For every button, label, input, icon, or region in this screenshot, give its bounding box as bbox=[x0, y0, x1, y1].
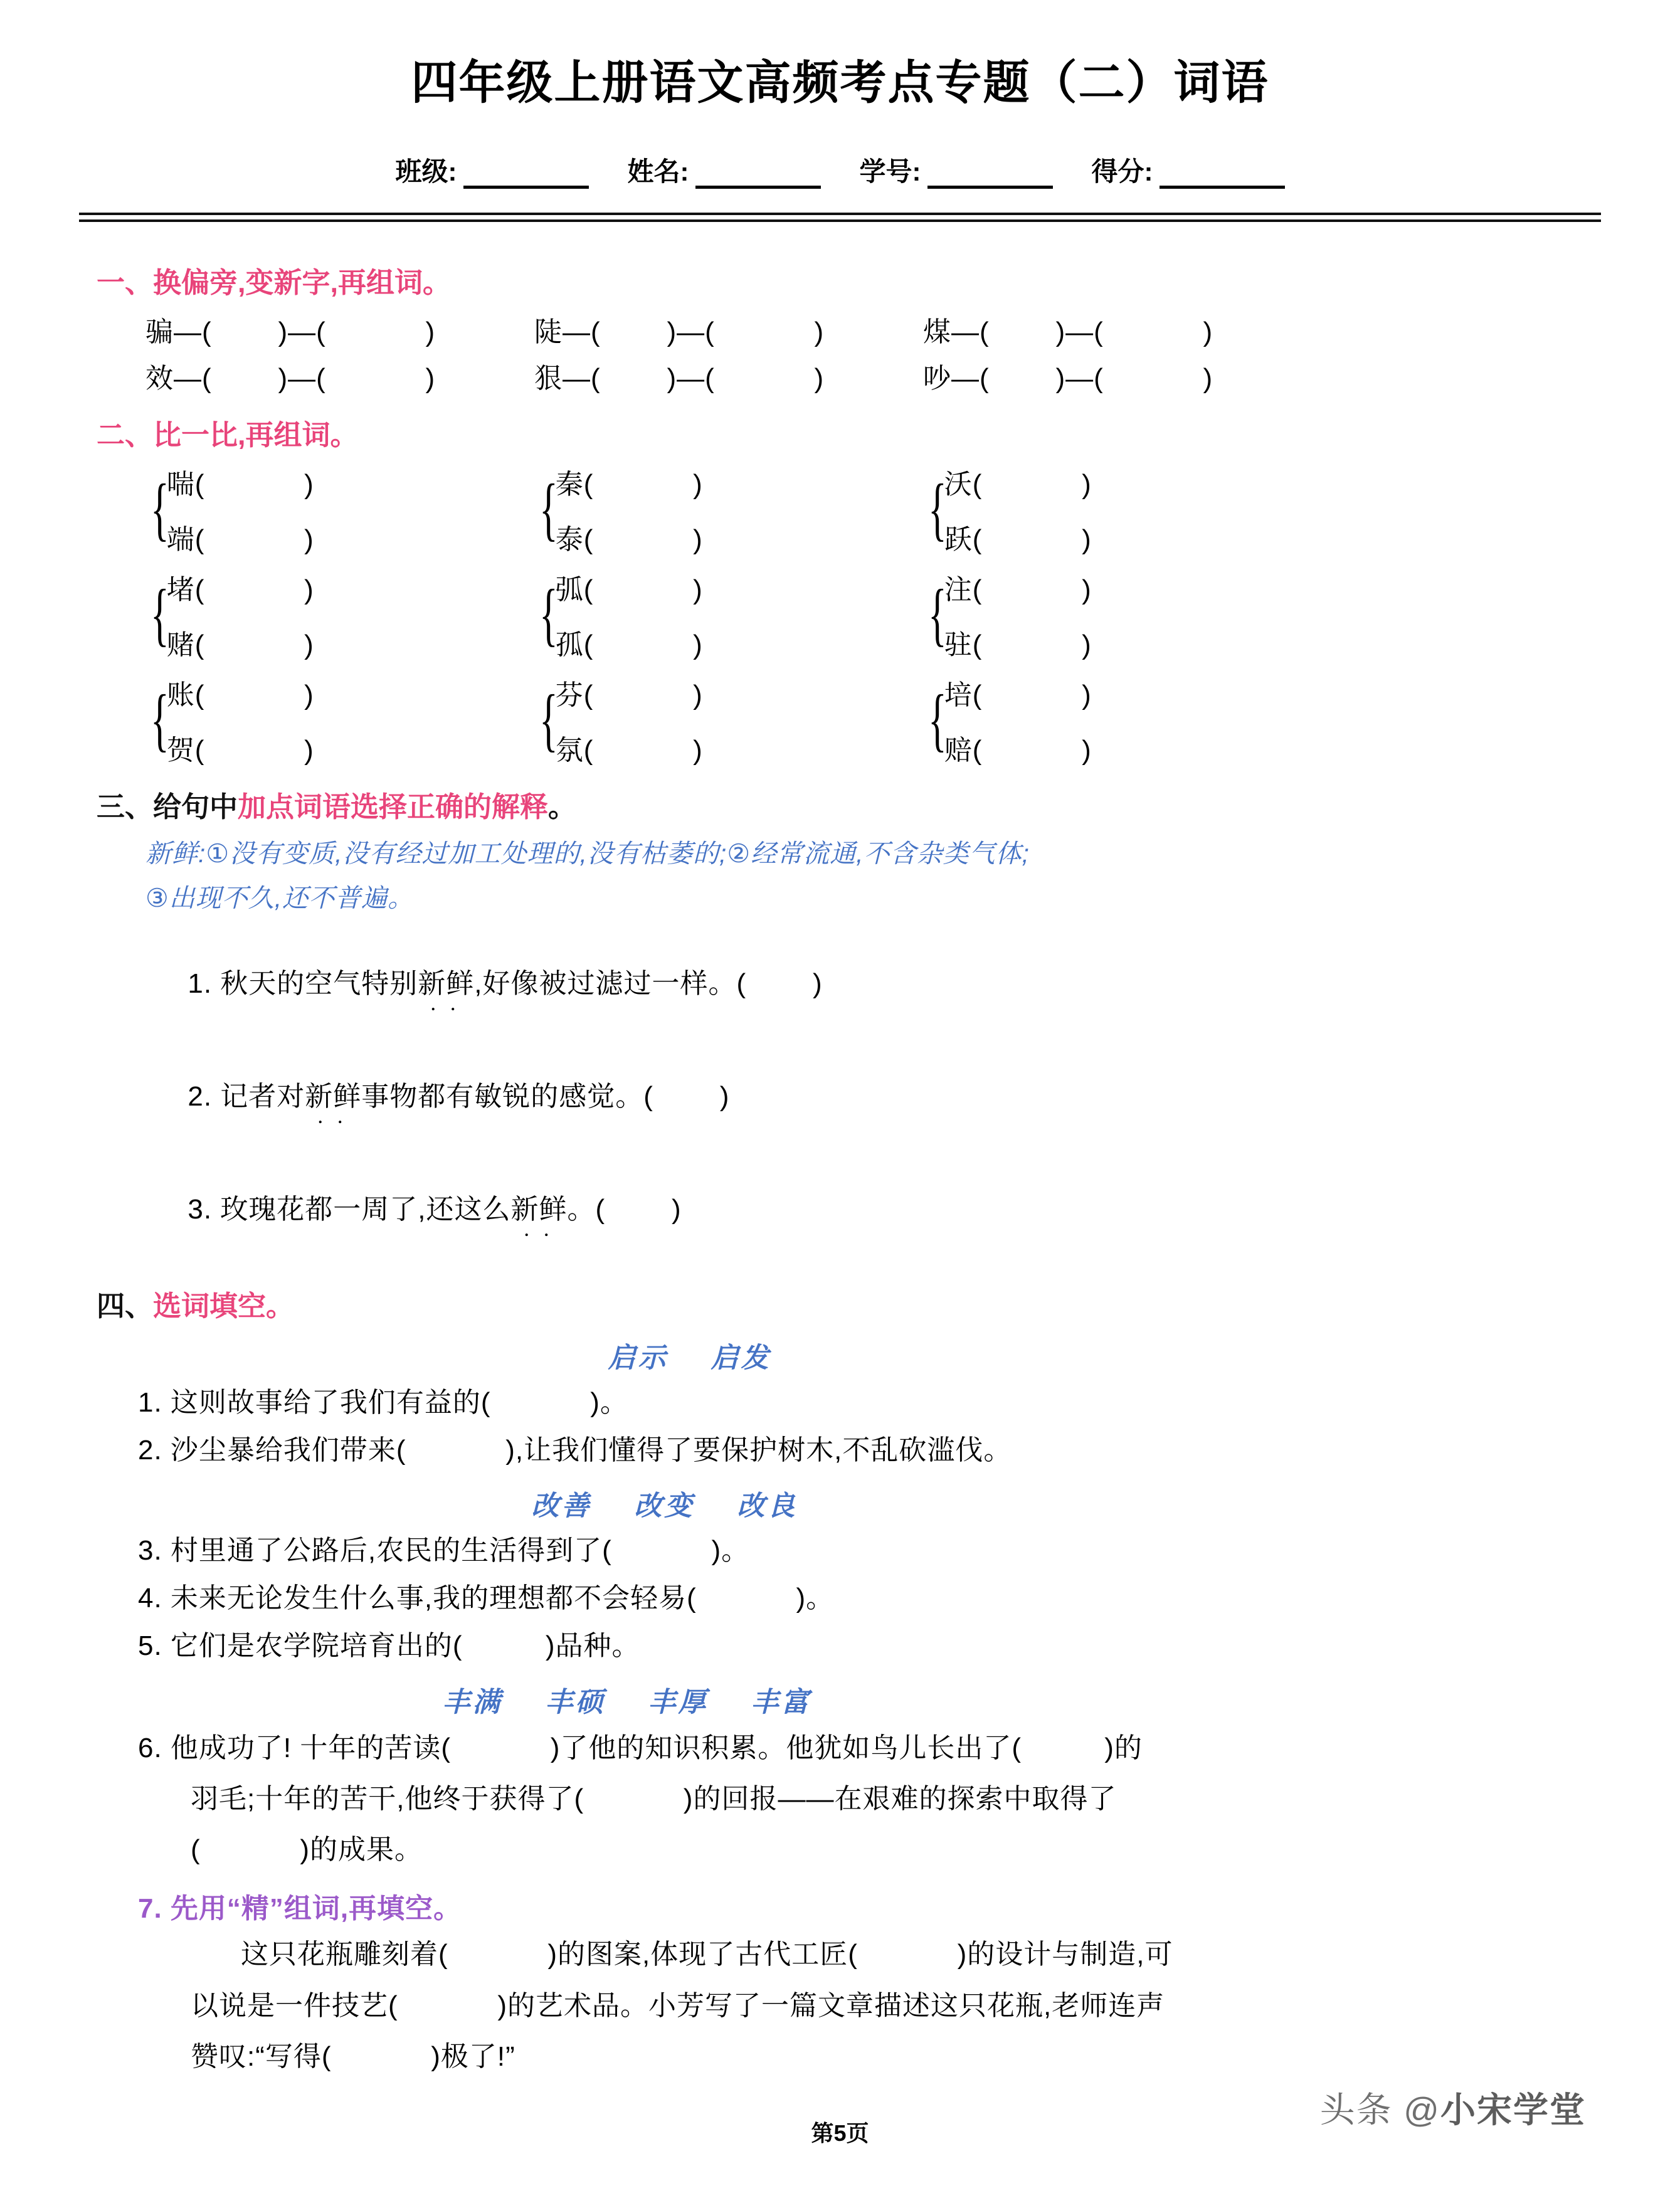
brace-group bbox=[537, 672, 926, 768]
section-two-grid bbox=[148, 462, 1595, 768]
divider-line-top bbox=[79, 213, 1601, 215]
section-three-title-pink: 加点词语选择正确的解释 bbox=[238, 790, 549, 823]
brace-word-bottom[interactable]: 氛( ) bbox=[555, 734, 703, 766]
field-class-blank[interactable] bbox=[463, 166, 589, 189]
field-student-id-blank[interactable] bbox=[927, 166, 1053, 189]
brace-word-top[interactable]: 注( ) bbox=[944, 574, 1092, 605]
section-three-heading bbox=[97, 784, 1595, 825]
section-four-item-7-heading: 7. 先用“精”组词,再填空。 bbox=[138, 1893, 462, 1925]
watermark-at-sign: @ bbox=[1403, 2090, 1440, 2130]
brace-word-bottom[interactable]: 孤( ) bbox=[555, 629, 703, 660]
emphasis-word: 新鲜 ・・ bbox=[305, 1074, 361, 1114]
brace-word-bottom[interactable]: 赌( ) bbox=[166, 629, 314, 660]
section-one-title: 换偏旁,变新字,再组词。 bbox=[153, 266, 452, 298]
brace-icon: { bbox=[928, 575, 947, 653]
brace-group bbox=[148, 567, 537, 662]
section-one-heading bbox=[97, 260, 1595, 300]
brace-word-pair bbox=[167, 672, 314, 768]
section-two-heading bbox=[97, 412, 1595, 453]
brace-word-top[interactable]: 芬( ) bbox=[555, 679, 703, 710]
section-one-row-2 bbox=[145, 356, 1595, 396]
brace-word-pair bbox=[944, 567, 1092, 662]
page-number-footer: 第5页 bbox=[811, 2120, 869, 2146]
definition-line-1: 新鲜:①没有变质,没有经过加工处理的,没有枯萎的;②经常流通,不含杂类气体; bbox=[145, 838, 1030, 868]
worksheet-content bbox=[75, 222, 1605, 2079]
radical-item[interactable]: 效—( )—( ) bbox=[145, 362, 436, 394]
section-four-item-4[interactable]: 4. 未来无论发生什么事,我的理想都不会轻易( )。 bbox=[138, 1583, 835, 1614]
section-four-item-1[interactable]: 1. 这则故事给了我们有益的( )。 bbox=[138, 1387, 628, 1418]
section-three-index: 三、 bbox=[97, 790, 154, 823]
brace-word-top[interactable]: 培( ) bbox=[944, 679, 1092, 710]
section-four-index: 四、 bbox=[97, 1289, 154, 1322]
item-text-pre: 玫瑰花都一周了,还这么 bbox=[220, 1193, 511, 1225]
radical-item[interactable]: 骗—( )—( ) bbox=[145, 316, 436, 347]
section-four-item-3[interactable]: 3. 村里通了公路后,农民的生活得到了( )。 bbox=[138, 1535, 750, 1566]
word-bank-3 bbox=[85, 1679, 1595, 1719]
brace-word-top[interactable]: 堵( ) bbox=[166, 574, 314, 605]
field-score bbox=[1092, 151, 1285, 189]
student-info-row bbox=[75, 151, 1605, 189]
field-class bbox=[396, 151, 589, 189]
item-number: 2. bbox=[188, 1080, 213, 1112]
brace-icon: { bbox=[151, 680, 169, 759]
brace-icon: { bbox=[928, 680, 947, 759]
word-bank-option[interactable]: 改变 bbox=[634, 1491, 695, 1522]
section-three-item[interactable] bbox=[138, 929, 1595, 1032]
brace-word-bottom[interactable]: 端( ) bbox=[166, 524, 314, 555]
word-bank-option[interactable]: 启示 bbox=[608, 1342, 668, 1373]
section-four-item-7-line-1[interactable]: 这只花瓶雕刻着( )的图案,体现了古代工匠( )的设计与制造,可 bbox=[241, 1939, 1173, 1970]
brace-word-pair bbox=[167, 567, 314, 662]
brace-word-pair bbox=[944, 462, 1092, 557]
brace-word-bottom[interactable]: 贺( ) bbox=[166, 734, 314, 766]
brace-word-pair bbox=[944, 672, 1092, 768]
item-text-post: 事物都有敏锐的感觉。( ) bbox=[361, 1080, 730, 1112]
brace-group bbox=[926, 462, 1314, 557]
radical-item[interactable]: 吵—( )—( ) bbox=[923, 362, 1213, 394]
section-four-item-2[interactable]: 2. 沙尘暴给我们带来( ),让我们懂得了要保护树木,不乱砍滥伐。 bbox=[138, 1434, 1012, 1466]
brace-word-bottom[interactable]: 泰( ) bbox=[555, 524, 703, 555]
brace-icon: { bbox=[928, 470, 947, 548]
watermark bbox=[1320, 2083, 1586, 2133]
item-text-pre: 记者对 bbox=[220, 1080, 305, 1112]
brace-word-bottom[interactable]: 赔( ) bbox=[944, 734, 1092, 766]
word-bank-option[interactable]: 丰富 bbox=[751, 1686, 811, 1718]
section-four-item-7-line-3[interactable]: 赞叹:“写得( )极了!” bbox=[191, 2041, 515, 2072]
word-bank-option[interactable]: 丰满 bbox=[442, 1686, 503, 1718]
radical-item[interactable]: 狠—( )—( ) bbox=[534, 362, 825, 394]
brace-word-pair bbox=[167, 462, 314, 557]
section-three-title-black: 给句中 bbox=[153, 790, 238, 823]
field-score-label: 得分: bbox=[1091, 156, 1153, 186]
brace-row bbox=[148, 462, 1595, 557]
brace-icon: { bbox=[539, 575, 558, 653]
radical-item[interactable]: 陡—( )—( ) bbox=[534, 316, 825, 347]
word-bank-option[interactable]: 改良 bbox=[737, 1491, 798, 1522]
brace-word-pair bbox=[556, 672, 703, 768]
brace-word-top[interactable]: 沃( ) bbox=[944, 468, 1092, 500]
word-bank-option[interactable]: 丰硕 bbox=[545, 1686, 606, 1718]
word-bank-2 bbox=[85, 1483, 1595, 1523]
section-four-heading bbox=[97, 1283, 1595, 1324]
brace-group bbox=[148, 462, 537, 557]
item-text-post: ,好像被过滤过一样。( ) bbox=[474, 968, 823, 999]
brace-icon: { bbox=[151, 470, 169, 548]
field-class-label: 班级: bbox=[395, 156, 457, 186]
brace-row bbox=[148, 567, 1595, 662]
brace-word-top[interactable]: 弧( ) bbox=[555, 574, 703, 605]
brace-group bbox=[926, 672, 1314, 768]
section-three-item[interactable] bbox=[138, 1155, 1595, 1258]
field-name-blank[interactable] bbox=[695, 166, 821, 189]
brace-row bbox=[148, 672, 1595, 768]
page-title: 四年级上册语文高频考点专题（二）词语 bbox=[411, 56, 1269, 108]
section-four-item-6-line-1[interactable]: 6. 他成功了! 十年的苦读( )了他的知识积累。他犹如鸟儿长出了( )的 bbox=[138, 1732, 1143, 1763]
brace-icon: { bbox=[539, 470, 558, 548]
brace-icon: { bbox=[151, 575, 169, 653]
field-score-blank[interactable] bbox=[1160, 166, 1285, 189]
word-bank-1 bbox=[85, 1335, 1595, 1375]
header-divider bbox=[75, 213, 1605, 222]
item-number: 1. bbox=[188, 968, 213, 999]
field-name bbox=[628, 151, 821, 189]
section-four-item-6-line-3[interactable]: ( )的成果。 bbox=[191, 1834, 423, 1866]
brace-icon: { bbox=[539, 680, 558, 759]
brace-word-bottom[interactable]: 驻( ) bbox=[944, 629, 1092, 660]
word-bank-option[interactable]: 改善 bbox=[531, 1491, 592, 1522]
brace-group bbox=[926, 567, 1314, 662]
section-three-title-period: 。 bbox=[548, 790, 577, 823]
emphasis-word: 新鲜 ・・ bbox=[418, 961, 474, 1001]
brace-word-bottom[interactable]: 跃( ) bbox=[944, 524, 1092, 555]
section-four-title: 选词填空。 bbox=[153, 1289, 295, 1322]
section-four-item-7-line-2[interactable]: 以说是一件技艺( )的艺术品。小芳写了一篇文章描述这只花瓶,老师连声 bbox=[191, 1990, 1165, 2021]
field-name-label: 姓名: bbox=[627, 156, 689, 186]
brace-word-top[interactable]: 喘( ) bbox=[166, 468, 314, 500]
section-two-title: 比一比,再组词。 bbox=[153, 418, 359, 451]
radical-item[interactable]: 煤—( )—( ) bbox=[923, 316, 1213, 347]
section-four-item-6-line-2[interactable]: 羽毛;十年的苦干,他终于获得了( )的回报——在艰难的探索中取得了 bbox=[191, 1783, 1117, 1814]
brace-group bbox=[537, 567, 926, 662]
word-bank-option[interactable]: 丰厚 bbox=[648, 1686, 709, 1718]
section-four-item-5[interactable]: 5. 它们是农学院培育出的( )品种。 bbox=[138, 1630, 640, 1662]
field-student-id-label: 学号: bbox=[859, 156, 921, 186]
brace-word-top[interactable]: 账( ) bbox=[166, 679, 314, 710]
word-bank-option[interactable]: 启发 bbox=[711, 1342, 771, 1373]
brace-group bbox=[537, 462, 926, 557]
brace-word-top[interactable]: 秦( ) bbox=[555, 468, 703, 500]
emphasis-word: 新鲜 ・・ bbox=[511, 1186, 568, 1227]
field-student-id bbox=[860, 151, 1053, 189]
item-number: 3. bbox=[188, 1193, 213, 1225]
watermark-platform: 头条 bbox=[1319, 2090, 1393, 2130]
brace-word-pair bbox=[556, 462, 703, 557]
item-text-post: 。( ) bbox=[567, 1193, 682, 1225]
section-one-row-1 bbox=[145, 309, 1595, 349]
brace-word-pair bbox=[556, 567, 703, 662]
brace-group bbox=[148, 672, 537, 768]
definition-line-2: ③出现不久,还不普遍。 bbox=[145, 884, 415, 913]
section-one-index: 一、 bbox=[97, 266, 154, 298]
watermark-brand: 小宋学堂 bbox=[1440, 2090, 1586, 2130]
item-text-pre: 秋天的空气特别 bbox=[220, 968, 418, 999]
section-three-item[interactable] bbox=[138, 1042, 1595, 1145]
section-two-index: 二、 bbox=[97, 418, 154, 451]
